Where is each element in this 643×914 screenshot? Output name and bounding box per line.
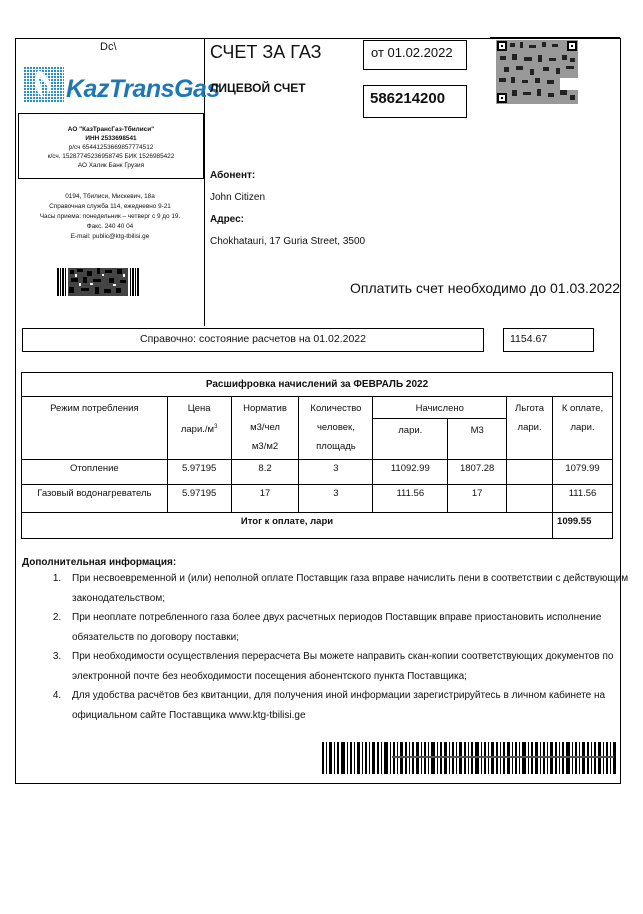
charges-table bbox=[21, 372, 613, 539]
account-number: 586214200 bbox=[363, 85, 467, 118]
reference-label: Справочно: состояние расчетов на 01.02.2022 bbox=[22, 328, 484, 352]
corner-mark: Dc\ bbox=[100, 41, 117, 53]
settlement-account: р/сч 65441253669857774512 bbox=[68, 144, 154, 151]
office-address: 0194, Тбилиси, Мискевич, 18а bbox=[65, 193, 155, 200]
cell-mode: Отопление bbox=[22, 460, 168, 485]
note-item: 1. При несвоевременной и (или) неполной оплате Поставщик газа вправе начислить пени в соответствии с действующим законодательством; bbox=[64, 569, 643, 608]
company-inn: ИНН 2533698541 bbox=[85, 135, 137, 142]
header-charged-m3: М3 bbox=[448, 419, 507, 460]
header-charged-lari: лари. bbox=[373, 419, 448, 460]
cell-to-pay: 1079.99 bbox=[553, 460, 613, 485]
total-row bbox=[22, 513, 613, 539]
pdf417-barcode-icon bbox=[57, 268, 139, 296]
invoice-title: СЧЕТ ЗА ГАЗ bbox=[210, 42, 322, 62]
subscriber-name: John Citizen bbox=[210, 192, 266, 203]
qr-code-icon bbox=[496, 40, 578, 104]
cell-norm: 8.2 bbox=[231, 460, 299, 485]
cell-charged-m3: 17 bbox=[448, 485, 507, 513]
office-hours: Часы приема: понедельник – четверг с 9 до 19. bbox=[39, 213, 181, 220]
note-item: 2. При неоплате потребленного газа более двух расчетных периодов Поставщик вправе приостановить исполнение обязательств по договору поставки; bbox=[64, 608, 643, 647]
address-label: Адрес: bbox=[210, 214, 244, 225]
cell-quantity: 3 bbox=[299, 485, 373, 513]
cell-price: 5.97195 bbox=[167, 485, 231, 513]
cell-charged-lari: 11092.99 bbox=[373, 460, 448, 485]
subscriber-address: Chokhatauri, 17 Guria Street, 3500 bbox=[210, 236, 366, 247]
logo-flame-icon bbox=[24, 64, 66, 104]
additional-info-title: Дополнительная информация: bbox=[22, 557, 177, 568]
cell-quantity: 3 bbox=[299, 460, 373, 485]
bank-details bbox=[18, 113, 204, 179]
contact-info bbox=[15, 192, 205, 242]
correspondent-account: к/сч. 15287745236958745 БИК 1526985422 bbox=[47, 153, 175, 160]
bank-name: АО Халик Банк Грузия bbox=[77, 162, 145, 169]
reference-value: 1154.67 bbox=[503, 328, 594, 352]
table-row bbox=[22, 485, 613, 513]
invoice-date: от 01.02.2022 bbox=[363, 40, 467, 70]
header-norm: Норматив м3/чел м3/м2 bbox=[231, 397, 299, 460]
company-name: АО "КазТрансГаз-Тбилиси" bbox=[67, 126, 155, 133]
cell-price: 5.97195 bbox=[167, 460, 231, 485]
email: E-mail: public@ktg-tbilisi.ge bbox=[70, 233, 150, 240]
help-line: Справочная служба 114, ежедневно 9-21 bbox=[49, 203, 171, 210]
table-row bbox=[22, 460, 613, 485]
cell-charged-lari: 111.56 bbox=[373, 485, 448, 513]
subscriber-label: Абонент: bbox=[210, 170, 256, 181]
top-line bbox=[490, 37, 620, 39]
additional-info-list bbox=[22, 569, 643, 725]
cell-benefit bbox=[507, 460, 553, 485]
note-item: 3. При необходимости осуществления перерасчета Вы можете направить скан-копии соответствующих документов по электронной почте без необходимости посещения абонентского пункта Поставщика; bbox=[64, 647, 643, 686]
account-label: ЛИЦЕВОЙ СЧЕТ bbox=[210, 81, 306, 95]
note-item: 4. Для удобства расчётов без квитанции, для получения иной информации зарегистрируйтесь в личном кабинете на официальном сайте Поставщика www.ktg-tbilisi.ge bbox=[64, 686, 643, 725]
table-caption: Расшифровка начислений за ФЕВРАЛЬ 2022 bbox=[22, 373, 613, 397]
cell-norm: 17 bbox=[231, 485, 299, 513]
logo-text: KazTransGas bbox=[66, 75, 220, 103]
header-price: Цена $лари./м^3$ bbox=[167, 397, 231, 460]
fax: Факс. 240 40 04 bbox=[86, 223, 134, 230]
header-quantity: Количество человек, площадь bbox=[299, 397, 373, 460]
cell-mode: Газовый водонагреватель bbox=[22, 485, 168, 513]
cell-charged-m3: 1807.28 bbox=[448, 460, 507, 485]
cell-to-pay: 111.56 bbox=[553, 485, 613, 513]
linear-barcode-icon bbox=[322, 742, 618, 774]
header-benefit: Льгота лари. bbox=[507, 397, 553, 460]
cell-benefit bbox=[507, 485, 553, 513]
total-label: Итог к оплате, лари bbox=[22, 513, 553, 539]
header-mode: Режим потребления bbox=[22, 397, 168, 460]
header-charged: Начислено bbox=[373, 397, 507, 419]
company-logo bbox=[24, 62, 220, 108]
header-to-pay: К оплате, лари. bbox=[553, 397, 613, 460]
total-value: 1099.55 bbox=[553, 513, 613, 539]
payment-due: Оплатить счет необходимо до 01.03.2022 bbox=[350, 280, 621, 296]
